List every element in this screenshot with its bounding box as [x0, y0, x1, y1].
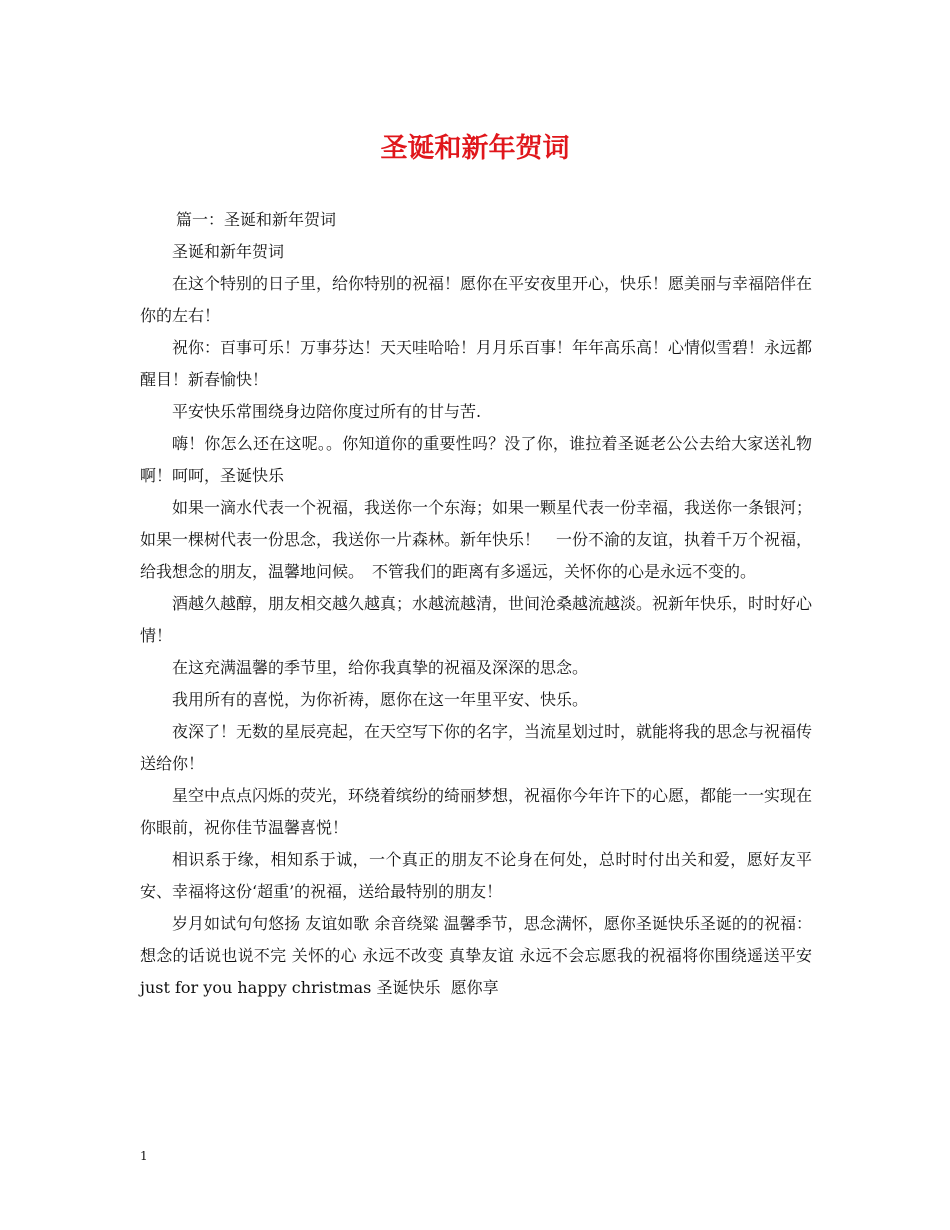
paragraph: 夜深了！无数的星辰亮起，在天空写下你的名字，当流星划过时，就能将我的思念与祝福传送给你！	[140, 722, 813, 773]
paragraph: 相识系于缘，相知系于诚，一个真正的朋友不论身在何处，总时时付出关和爱，愿好友平安、幸福将这份‘超重’的祝福，送给最特别的朋友！	[140, 850, 812, 901]
subtitle-line: 圣诞和新年贺词	[172, 242, 285, 261]
paragraph: 嗨！你怎么还在这呢。。你知道你的重要性吗？没了你，谁拉着圣诞老公公去给大家送礼物啊！呵呵，圣诞快乐	[140, 434, 812, 485]
paragraph: 平安快乐常围绕身边陪你度过所有的甘与苦.	[172, 402, 482, 421]
document-body	[140, 204, 818, 1004]
paragraph: 祝你：百事可乐！万事芬达！天天哇哈哈！月月乐百事！年年高乐高！心情似雪碧！永远都醒目！新春愉快！	[140, 338, 813, 389]
page-number: 1	[140, 1149, 148, 1163]
paragraph: 如果一滴水代表一个祝福，我送你一个东海；如果一颗星代表一份幸福，我送你一条银河；如果一棵树代表一份思念，我送你一片森林。新年快乐！ 一份不渝的友谊，执着千万个祝福，给我想念的朋友，温馨地问候。 不管我们的距离有多遥远，关怀你的心是永远不变的。	[140, 498, 813, 581]
document-title: 圣诞和新年贺词	[380, 133, 570, 164]
paragraph: 在这个特别的日子里，给你特别的祝福！愿你在平安夜里开心，快乐！愿美丽与幸福陪伴在你的左右！	[140, 274, 813, 325]
paragraph: 在这充满温馨的季节里，给你我真挚的祝福及深深的思念。	[172, 658, 589, 677]
paragraph: 岁月如试句句悠扬 友谊如歌 余音绕粱 温馨季节，思念满怀，愿你圣诞快乐圣诞的的祝福：想念的话说也说不完 关怀的心 永远不改变 真挚友谊 永远不会忘愿我的祝福将你围绕遥送平安 just for you happy christmas 圣诞快乐 愿你享	[140, 914, 818, 997]
section-heading: 篇一：圣诞和新年贺词	[176, 210, 337, 229]
paragraph: 星空中点点闪烁的荧光，环绕着缤纷的绮丽梦想，祝福你今年许下的心愿，都能一一实现在你眼前，祝你佳节温馨喜悦！	[140, 786, 813, 837]
paragraph: 我用所有的喜悦，为你祈祷，愿你在这一年里平安、快乐。	[172, 690, 589, 709]
paragraph: 酒越久越醇，朋友相交越久越真；水越流越清，世间沧桑越流越淡。祝新年快乐，时时好心情！	[140, 594, 813, 645]
